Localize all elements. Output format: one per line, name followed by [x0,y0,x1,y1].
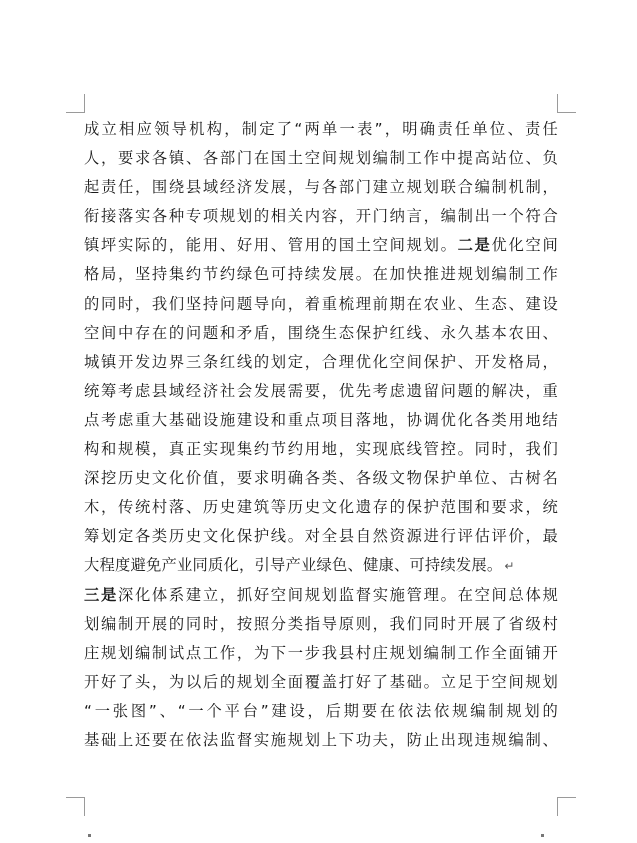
text-line [84,551,558,580]
text-line [84,493,558,522]
text-segment: 庄规划编制试点工作，为下一步我县村庄规划编制工作全面铺开 [84,643,558,662]
crop-mark-top-right [557,94,576,113]
text-line [84,377,558,406]
text-line [84,319,558,348]
text-segment: 空间中存在的问题和矛盾，围绕生态保护红线、永久基本农田、 [84,323,558,342]
crop-mark-top-left [66,94,85,113]
text-line [84,610,558,639]
text-segment: 构和规模，真正实现集约节约用地，实现底线管控。同时，我们 [84,440,558,459]
text-line [84,581,558,610]
text-segment: 统筹考虑县域经济社会发展需要，优先考虑遗留问题的解决，重 [84,381,558,400]
text-line [84,435,558,464]
text-line [84,639,558,668]
paragraph-mark-icon: ↵ [504,559,515,574]
text-segment: 衔接落实各种专项规划的相关内容，开门纳言，编制出一个符合 [84,207,558,226]
text-segment: 深化体系建立，抓好空间规划监督实施管理。在空间总体规 [117,585,558,604]
footer-mark-left [88,834,91,837]
body-text[interactable] [84,115,558,755]
text-line [84,144,558,173]
text-segment: 基础上还要在依法监督实施规划上下功夫，防止出现违规编制、 [84,730,558,749]
text-segment: 城镇开发边界三条红线的划定，合理优化空间保护、开发格局， [84,352,558,371]
text-segment: 成立相应领导机构，制定了“两单一表”，明确责任单位、责任 [84,120,558,138]
text-line [84,202,558,231]
text-segment: “一张图”、“一个平台”建设，后期要在依法依规编制规划的 [84,701,558,720]
text-segment: 的同时，我们坚持问题导向，着重梳理前期在农业、生态、建设 [84,294,558,313]
text-segment: 木，传统村落、历史建筑等历史文化遗存的保护范围和要求，统 [84,498,558,517]
text-line [84,697,558,726]
crop-mark-bottom-left [66,797,85,816]
text-line [84,668,558,697]
text-line [84,260,558,289]
text-segment: 镇坪实际的，能用、好用、管用的国土空间规划。 [84,236,458,255]
text-line [84,348,558,377]
text-line [84,173,558,202]
text-segment: 人，要求各镇、各部门在国土空间规划编制工作中提高站位、负 [84,149,558,168]
bold-text-segment: 二是 [457,236,492,255]
text-line [84,231,558,260]
text-line [84,464,558,493]
text-segment: 深挖历史文化价值，要求明确各类、各级文物保护单位、古树名 [84,469,558,488]
text-line [84,522,558,551]
text-segment: 优化空间 [491,236,558,255]
text-line [84,290,558,319]
text-segment: 开好了头，为以后的规划全面覆盖打好了基础。立足于空间规划 [84,672,558,691]
footer-mark-right [541,834,544,837]
text-segment: 格局，坚持集约节约绿色可持续发展。在加快推进规划编制工作 [84,265,558,284]
crop-mark-bottom-right [557,797,576,816]
bold-text-segment: 三是 [84,585,118,604]
text-segment: 点考虑重大基础设施建设和重点项目落地，协调优化各类用地结 [84,410,558,429]
text-line [84,726,558,755]
text-segment: 筹划定各类历史文化保护线。对全县自然资源进行评估评价，最 [84,527,558,546]
text-segment: 划编制开展的同时，按照分类指导原则，我们同时开展了省级村 [84,614,558,633]
text-line [84,115,558,144]
text-segment: 起责任，围绕县域经济发展，与各部门建立规划联合编制机制， [84,178,558,197]
text-segment: 大程度避免产业同质化，引导产业绿色、健康、可持续发展。 [84,556,503,575]
text-line [84,406,558,435]
